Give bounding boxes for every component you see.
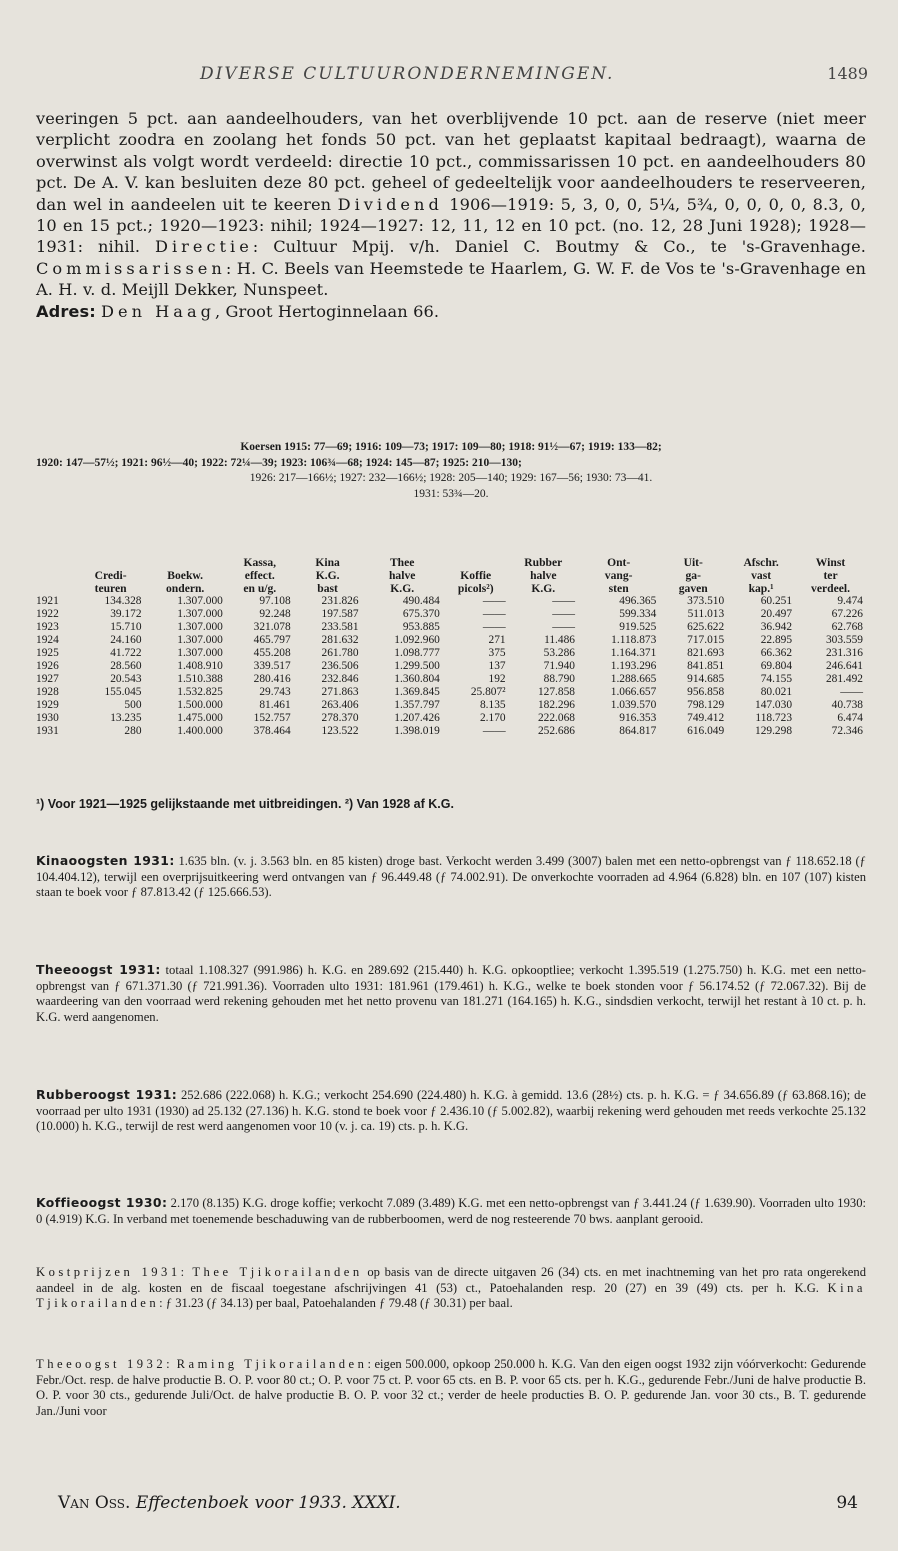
table-cell: 1.307.000 [177, 621, 223, 633]
table-cell: 281.492 [825, 673, 863, 685]
table-header-cell: verdeel. [811, 582, 850, 595]
financial-table [36, 556, 866, 738]
table-header-cell: Rubber [524, 556, 563, 569]
table-cell: 129.298 [755, 725, 793, 737]
table-cell: 373.510 [687, 595, 725, 607]
table-cell: 231.316 [825, 647, 863, 659]
table-cell: 60.251 [760, 595, 793, 607]
table-year-cell: 1923 [36, 621, 59, 633]
koffie-heading: Koffieoogst 1930: [36, 1195, 168, 1210]
theeoogst-1932-heading: Theeoogst 1932: [36, 1357, 174, 1371]
table-cell: 134.328 [104, 595, 142, 607]
table-cell: 1.400.000 [177, 725, 223, 737]
table-row [36, 634, 866, 647]
table-year-cell: 1921 [36, 595, 59, 607]
table-cell: 321.078 [253, 621, 291, 633]
table-cell: 25.807² [470, 686, 506, 698]
table-cell: 953.885 [402, 621, 440, 633]
kostprijzen-kina-label: Kina Tjikorailanden [36, 1280, 866, 1311]
thee-section [36, 962, 866, 1025]
table-cell: 956.858 [687, 686, 725, 698]
footer-publisher: Van Oss. [58, 1493, 131, 1513]
adres-street: , Groot Hertoginnelaan 66. [214, 301, 440, 321]
table-cell: 599.334 [619, 608, 657, 620]
table-cell: 147.030 [755, 699, 793, 711]
table-header-cell: vast [751, 569, 772, 582]
table-cell: 1.092.960 [394, 634, 440, 646]
table-cell: 1.532.825 [177, 686, 223, 698]
table-cell: 6.474 [837, 712, 863, 724]
table-cell: 1.307.000 [177, 647, 223, 659]
table-cell: 1.510.388 [177, 673, 223, 685]
table-header-cell: K.G. [531, 582, 556, 595]
table-row [36, 595, 866, 608]
table-header-row [36, 556, 866, 569]
table-year-cell: 1924 [36, 634, 59, 646]
table-cell: 465.797 [253, 634, 291, 646]
table-cell: 28.560 [110, 660, 142, 672]
table-cell: 496.365 [619, 595, 657, 607]
table-header-cell: bast [317, 582, 338, 595]
table-cell: 339.517 [253, 660, 291, 672]
table-header-cell [36, 556, 77, 569]
table-cell: 74.155 [760, 673, 793, 685]
raming-label: Raming Tjikorailanden [176, 1357, 368, 1371]
table-cell: 233.581 [321, 621, 359, 633]
table-cell: 1.500.000 [177, 699, 223, 711]
table-cell: 192 [488, 673, 506, 685]
table-year-cell: 1927 [36, 673, 59, 685]
theeoogst-1932-text: : eigen 500.000, opkoop 250.000 h. K.G. Van den eigen oogst 1932 zijn vóórverkocht: Gedurende Febr./Oct. resp. de halve productie B. O. P. voor 80 ct.; O. P. voor 75 ct. P. voor 65 cts. en B. P. voor 65 cts. per h. K.G., gedurende Febr./Juni de halve productie B. O. P. voor 30 cts., gedurende Juli/Oct. de halve productie B. O. P. voor 32 ct.; verder de heele producties B. O. P. gedurende Jan. voor 30 cts., B. T. gedurende Jan./Juni voor [36, 1357, 867, 1418]
table-header-cell: ga- [685, 569, 701, 582]
table-cell: 798.129 [687, 699, 725, 711]
table-cell: 303.559 [825, 634, 863, 646]
kina-section [36, 853, 866, 901]
table-row [36, 660, 866, 673]
table-header-row [36, 569, 866, 582]
table-header-cell: vang- [604, 569, 633, 582]
table-cell: 1.398.019 [394, 725, 440, 737]
table-cell: 9.474 [837, 595, 863, 607]
table-cell: 222.068 [537, 712, 575, 724]
table-header-cell: sten [608, 582, 629, 595]
kostprijzen-heading: Kostprijzen 1931: [36, 1265, 188, 1279]
koersen-block [36, 440, 866, 502]
table-cell: 8.135 [479, 699, 506, 711]
dividend-label: Dividend [337, 194, 443, 214]
table-cell: 916.353 [619, 712, 657, 724]
table-cell: 197.587 [321, 608, 359, 620]
table-cell: 22.895 [760, 634, 793, 646]
table-header-cell: halve [530, 569, 557, 582]
page-number: 1489 [827, 64, 868, 83]
table-cell: 67.226 [831, 608, 863, 620]
table-year-cell: 1930 [36, 712, 59, 724]
table-cell: 1.408.910 [177, 660, 223, 672]
table-footnote: ¹) Voor 1921—1925 gelijkstaande met uitbreidingen. ²) Van 1928 af K.G. [36, 797, 454, 811]
table-cell: 39.172 [110, 608, 142, 620]
table-cell: —— [482, 608, 506, 620]
table-header-cell: picols²) [457, 582, 494, 595]
running-title: DIVERSE CULTUURONDERNEMINGEN. [200, 64, 615, 84]
table-cell: 280 [124, 725, 142, 737]
table-cell: 511.013 [687, 608, 725, 620]
table-cell: 263.406 [321, 699, 359, 711]
kina-heading: Kinaoogsten 1931: [36, 853, 175, 868]
table-header-cell: Credi- [94, 569, 127, 582]
table-cell: 236.506 [321, 660, 359, 672]
table-cell: —— [552, 621, 575, 633]
table-cell: 821.693 [687, 647, 725, 659]
intro-text-2: 1906—1919: 5, 3, 0, 0, 5¼, 5¾, 0, 0, 0, 0, 8.3, 0, 10 en 15 pct.; 1920—1923: nihil; 1924—1927: 12, 11, 12 en 10 pct. (no. 12, 28 Juni 1928); 1928—1931: nihil. [36, 194, 866, 257]
intro-text-4: : H. C. Beels van Heemstede te Haarlem, G. W. F. de Vos te 's-Gravenhage en A. H. v. d. Meijll Dekker, Nunspeet. [36, 258, 866, 300]
table-cell: 1.475.000 [177, 712, 223, 724]
intro-paragraph [36, 108, 866, 301]
intro-text-3: : Cultuur Mpij. v/h. Daniel C. Boutmy & Co., te 's-Gravenhage. [252, 237, 866, 257]
table-header-cell: Ont- [607, 556, 631, 569]
table-header-cell: Winst [815, 556, 846, 569]
table-cell: 123.522 [321, 725, 359, 737]
table-header-cell: Afschr. [743, 556, 779, 569]
table-cell: 281.632 [321, 634, 359, 646]
table-cell: 500 [124, 699, 142, 711]
table-cell: 261.780 [321, 647, 359, 659]
directie-label: Directie [154, 237, 253, 257]
footer-number: 94 [836, 1493, 858, 1513]
table-cell: 1.118.873 [611, 634, 657, 646]
footer-text [58, 1493, 401, 1513]
page-footer [58, 1493, 858, 1519]
table-cell: 80.021 [760, 686, 793, 698]
koersen-line-3-text: 1926: 217—166½; 1927: 232—166½; 1928: 205—140; 1929: 167—56; 1930: 73—41. [249, 472, 653, 484]
table-row [36, 686, 866, 699]
koffie-section [36, 1195, 866, 1227]
table-cell: 66.362 [760, 647, 793, 659]
table-cell: 118.723 [755, 712, 793, 724]
table-header-cell: effect. [244, 569, 275, 582]
table-cell: 24.160 [110, 634, 142, 646]
table-cell: 378.464 [253, 725, 291, 737]
kina-text: 1.635 bln. (v. j. 3.563 bln. en 85 kisten) droge bast. Verkocht werden 3.499 (3007) balen met een netto-opbrengst van ƒ 118.652.18 (ƒ 104.404.12), terwijl een overprijsuitkeering werd ontvangen van ƒ 96.449.48 (ƒ 74.002.91). De onverkochte voorraden ad 4.964 (6.828) bln. en 107 (107) kisten staan te boek voor ƒ 87.813.42 (ƒ 125.666.53). [36, 854, 866, 900]
running-head [0, 64, 898, 88]
commissarissen-label: Commissarissen [36, 258, 226, 278]
koersen-line-1 [36, 440, 866, 456]
table-cell: 40.738 [831, 699, 863, 711]
table-cell: —— [552, 608, 575, 620]
table-cell: 1.357.797 [394, 699, 440, 711]
table-cell: 20.497 [760, 608, 793, 620]
table-cell: 616.049 [687, 725, 725, 737]
table-cell: 92.248 [259, 608, 291, 620]
table-cell: 71.940 [543, 660, 575, 672]
table-header-cell: Boekw. [167, 569, 204, 582]
table-cell: 13.235 [110, 712, 142, 724]
table-cell: —— [482, 595, 506, 607]
table-cell: 137 [488, 660, 506, 672]
table-header-cell: K.G. [390, 582, 415, 595]
table-cell: 41.722 [110, 647, 142, 659]
table-cell: 127.858 [537, 686, 575, 698]
table-cell: 2.170 [479, 712, 506, 724]
table-cell: 231.826 [321, 595, 359, 607]
theeoogst-1932-section [36, 1357, 866, 1419]
table-year-cell: 1922 [36, 608, 59, 620]
kostprijzen-text-1: op basis van de directe uitgaven 26 (34) cts. en met inachtneming van het pro rata ongerekend aandeel in de alg. kosten en de fiscaal toegestane afschrijvingen 41 (53) ct., Patoehalanden resp. 20 (27) en 39 (49) cts. per h. K.G. [36, 1265, 866, 1295]
table-cell: 675.370 [402, 608, 440, 620]
adres-line [36, 301, 866, 322]
table-cell: 152.757 [253, 712, 291, 724]
table-body [36, 595, 866, 738]
table-cell: 841.851 [687, 660, 725, 672]
table-header-cell: K.G. [315, 569, 340, 582]
koersen-label: Koersen [240, 441, 282, 453]
table-cell: 278.370 [321, 712, 359, 724]
table-header-cell: kap.¹ [748, 582, 774, 595]
table-year-cell: 1931 [36, 725, 59, 737]
table-cell: —— [840, 686, 863, 698]
table-cell: 864.817 [619, 725, 657, 737]
table-header-cell: teuren [94, 582, 127, 595]
kostprijzen-text-2: : ƒ 31.23 (ƒ 34.13) per baal, Patoehalanden ƒ 79.48 (ƒ 30.31) per baal. [159, 1296, 513, 1311]
table-cell: 246.641 [825, 660, 863, 672]
adres-label: Adres: [36, 301, 96, 321]
intro-text-1: veeringen 5 pct. aan aandeelhouders, van het overblijvende 10 pct. aan de reserve (niet meer verplicht zoodra en zoolang het fonds 50 pct. van het geplaatst kapitaal bedraagt), waarna de overwinst als volgt wordt verdeeld: directie 10 pct., commissarissen 10 pct. en aandeelhouders 80 pct. De A. V. kan besluiten deze 80 pct. geheel of gedeeltelijk voor aandeelhouders te reserveeren, dan wel in aandeelen uit te keeren [36, 109, 866, 214]
koersen-line-2-text: 1920: 147—57½; 1921: 96½—40; 1922: 72¼—39; 1923: 106¾—68; 1924: 145—87; 1925: 210—130; [36, 456, 522, 469]
table-cell: 155.045 [104, 686, 142, 698]
table-header-cell: Kassa, [243, 556, 277, 569]
table-cell: 1.164.371 [610, 647, 657, 659]
rubber-heading: Rubberoogst 1931: [36, 1087, 178, 1102]
table-cell: 1.039.570 [610, 699, 657, 711]
table-header-cell [77, 556, 145, 569]
table-cell: 749.412 [687, 712, 725, 724]
adres-city: Den Haag [101, 301, 215, 321]
table-cell: 1.307.000 [177, 608, 223, 620]
koersen-line-2 [36, 456, 866, 472]
table-cell: 271 [488, 634, 506, 646]
table-header-cell: Kina [315, 556, 340, 569]
table-header-cell [36, 582, 77, 595]
table-cell: —— [482, 621, 506, 633]
table-cell: 81.461 [259, 699, 291, 711]
table-cell: 1.307.000 [177, 595, 223, 607]
table-row [36, 647, 866, 660]
table-header-cell: gaven [678, 582, 708, 595]
table-row [36, 712, 866, 725]
table-cell: 97.108 [259, 595, 291, 607]
table-row [36, 621, 866, 634]
intro-section [36, 108, 866, 322]
table-cell: 375 [488, 647, 506, 659]
table-cell: 252.686 [537, 725, 575, 737]
table-header-cell: Koffie [460, 569, 492, 582]
table-cell: 1.288.665 [610, 673, 657, 685]
table-cell: 1.193.296 [610, 660, 657, 672]
table-cell: 36.942 [760, 621, 793, 633]
table-year-cell: 1925 [36, 647, 59, 659]
table-header-row [36, 582, 866, 595]
table-cell: 280.416 [253, 673, 291, 685]
table-header-cell [443, 556, 509, 569]
table-cell: —— [552, 595, 575, 607]
thee-heading: Theeoogst 1931: [36, 962, 161, 977]
table-cell: 182.296 [537, 699, 575, 711]
table-cell: 625.622 [687, 621, 725, 633]
koersen-line-1-text: 1915: 77—69; 1916: 109—73; 1917: 109—80; 1918: 91½—67; 1919: 133—82; [284, 441, 662, 453]
table-header-cell [145, 556, 226, 569]
table-cell: 914.685 [687, 673, 725, 685]
table-cell: 62.768 [831, 621, 863, 633]
table-header-cell: ter [823, 569, 838, 582]
table-cell: 717.015 [687, 634, 725, 646]
table-cell: 232.846 [321, 673, 359, 685]
table-header-cell [36, 569, 77, 582]
table-header-cell: en u/g. [243, 582, 277, 595]
kostprijzen-thee-label: Thee Tjikorailanden [192, 1265, 363, 1279]
table-cell: 53.286 [543, 647, 575, 659]
table-header-cell: Thee [389, 556, 415, 569]
table-cell: 88.790 [543, 673, 575, 685]
koersen-line-3 [36, 471, 866, 487]
table-cell: 11.486 [544, 634, 575, 646]
table-cell: 1.369.845 [394, 686, 440, 698]
table-row [36, 608, 866, 621]
kostprijzen-section [36, 1265, 866, 1312]
table-row [36, 725, 866, 738]
table-cell: 919.525 [619, 621, 657, 633]
table-cell: 72.346 [831, 725, 863, 737]
table-header-cell: ondern. [166, 582, 205, 595]
table-header-cell: Uit- [683, 556, 703, 569]
table-cell: 69.804 [760, 660, 793, 672]
table-cell: 1.066.657 [610, 686, 657, 698]
table-year-cell: 1926 [36, 660, 59, 672]
table-cell: 1.207.426 [394, 712, 440, 724]
koersen-line-4 [36, 487, 866, 503]
table-cell: —— [482, 725, 506, 737]
table-cell: 1.098.777 [394, 647, 440, 659]
koffie-text: 2.170 (8.135) K.G. droge koffie; verkocht 7.089 (3.489) K.G. met een netto-opbrengst van ƒ 3.441.24 (ƒ 1.639.90). Voorraden ulto 1930: 0 (4.919) K.G. In verband met toenemende beschaduwing van de rubberboomen, werd de nog resteerende 70 bws. aanplant gerooid. [36, 1196, 866, 1226]
table-head [36, 556, 866, 595]
table-cell: 1.307.000 [177, 634, 223, 646]
table-cell: 15.710 [110, 621, 142, 633]
rubber-section [36, 1087, 866, 1135]
table-cell: 1.299.500 [394, 660, 440, 672]
table-cell: 455.208 [253, 647, 291, 659]
table-row [36, 673, 866, 686]
table-header-cell: halve [388, 569, 416, 582]
table-row [36, 699, 866, 712]
table-cell: 20.543 [110, 673, 142, 685]
table-cell: 490.484 [402, 595, 440, 607]
footer-book-title: Effectenboek voor 1933. XXXI. [135, 1493, 401, 1513]
table-cell: 271.863 [321, 686, 359, 698]
table-year-cell: 1928 [36, 686, 59, 698]
table-year-cell: 1929 [36, 699, 59, 711]
table-cell: 29.743 [259, 686, 291, 698]
koersen-line-4-text: 1931: 53¾—20. [413, 487, 489, 500]
table-cell: 1.360.804 [394, 673, 440, 685]
thee-text: totaal 1.108.327 (991.986) h. K.G. en 289.692 (215.440) h. K.G. opkooptliee; verkocht 1.395.519 (1.275.750) h. K.G. met een netto-opbrengst van ƒ 671.371.30 (ƒ 721.991.36). Voorraden ulto 1931: 181.961 (179.461) h. K.G., welke te boek stonden voor ƒ 56.174.52 (ƒ 72.067.32). Bij de waardeering van den voorraad werd rekening gehouden met het netto provenu van 181.271 (164.165) h. K.G., sindsdien verkocht, terwijl het restant à 10 ct. p. h. K.G. werd aangenomen. [36, 963, 866, 1024]
rubber-text: 252.686 (222.068) h. K.G.; verkocht 254.690 (224.480) h. K.G. à gemidd. 13.6 (28½) cts. p. h. K.G. = ƒ 34.656.89 (ƒ 63.868.16); de voorraad per ulto 1931 (1930) ad 25.132 (27.136) h. K.G. stond te boek voor ƒ 2.436.10 (ƒ 5.002.82), waarbij rekening werd gehouden met reeds verkochte 25.132 (10.000) h. K.G., terwijl de rest werd aangenomen voor 10 (v. j. ca. 19) cts. p. h. K.G. [36, 1088, 866, 1134]
